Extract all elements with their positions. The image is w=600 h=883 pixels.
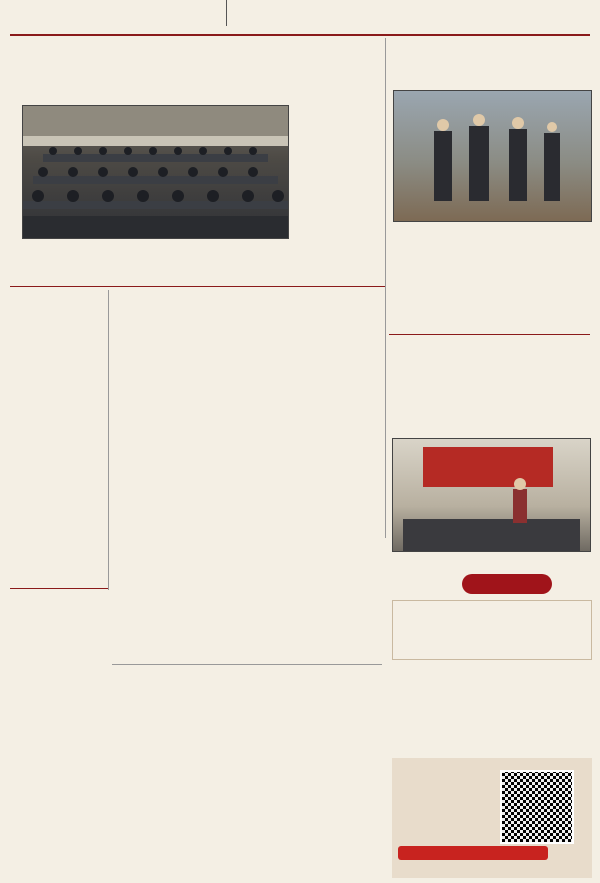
main-article-text-right [300,96,378,282]
main-article-text [22,240,287,282]
promo-text [398,774,498,838]
qr-code[interactable] [500,770,574,844]
left-lower-rule [10,588,108,589]
right-mid-rule [389,334,590,335]
right-mid-photo-caption [392,552,590,572]
center-text-2 [112,448,382,560]
column-divider [385,38,386,538]
right-top-article-text [393,224,590,334]
slogan-banner [398,846,548,860]
mid-rule [10,286,385,287]
center-text-1 [112,336,382,404]
field-visit-photo [393,90,592,222]
center-text-3 [112,606,382,662]
quiz-badge [462,574,552,594]
center-text-4 [112,696,382,876]
right-mid-text [392,372,590,434]
quiz-text [392,683,590,745]
header-rule [10,34,590,36]
header-divider [226,0,227,26]
center-rule [112,664,382,665]
left-col-text [62,292,106,520]
meeting-photo [22,105,289,239]
quiz-questions [392,600,592,660]
left-lower-text [10,594,54,874]
left-col-divider [108,290,109,590]
training-photo [392,438,591,552]
